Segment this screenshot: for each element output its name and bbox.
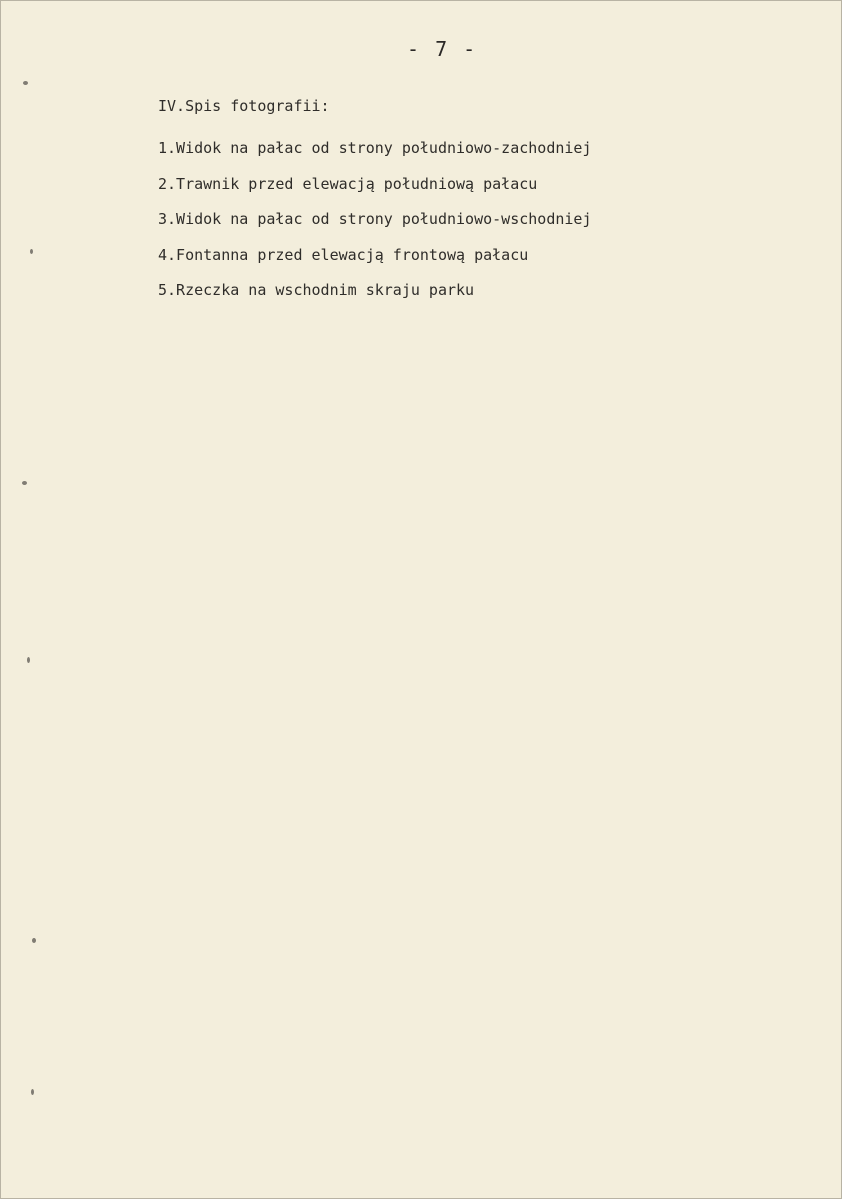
paper-mark [30, 249, 33, 254]
paper-mark [27, 657, 30, 663]
photo-list-item: 1.Widok na pałac od strony południowo-zachodniej [158, 139, 592, 157]
paper-mark [23, 81, 28, 85]
paper-mark [31, 1089, 34, 1095]
photo-list [158, 131, 591, 309]
photo-list-item: 2.Trawnik przed elewacją południową pałacu [158, 174, 538, 193]
photo-list-item: 4.Fontanna przed elewacją frontową pałacu [158, 245, 529, 264]
photo-list-item: 5.Rzeczka na wschodnim skraju parku [158, 281, 475, 299]
paper-mark [32, 938, 36, 943]
page-number: - 7 - [407, 37, 478, 61]
paper-mark [22, 481, 27, 485]
section-heading: IV.Spis fotografii: [158, 97, 330, 115]
photo-list-item: 3.Widok na pałac od strony południowo-wschodniej [158, 210, 592, 228]
